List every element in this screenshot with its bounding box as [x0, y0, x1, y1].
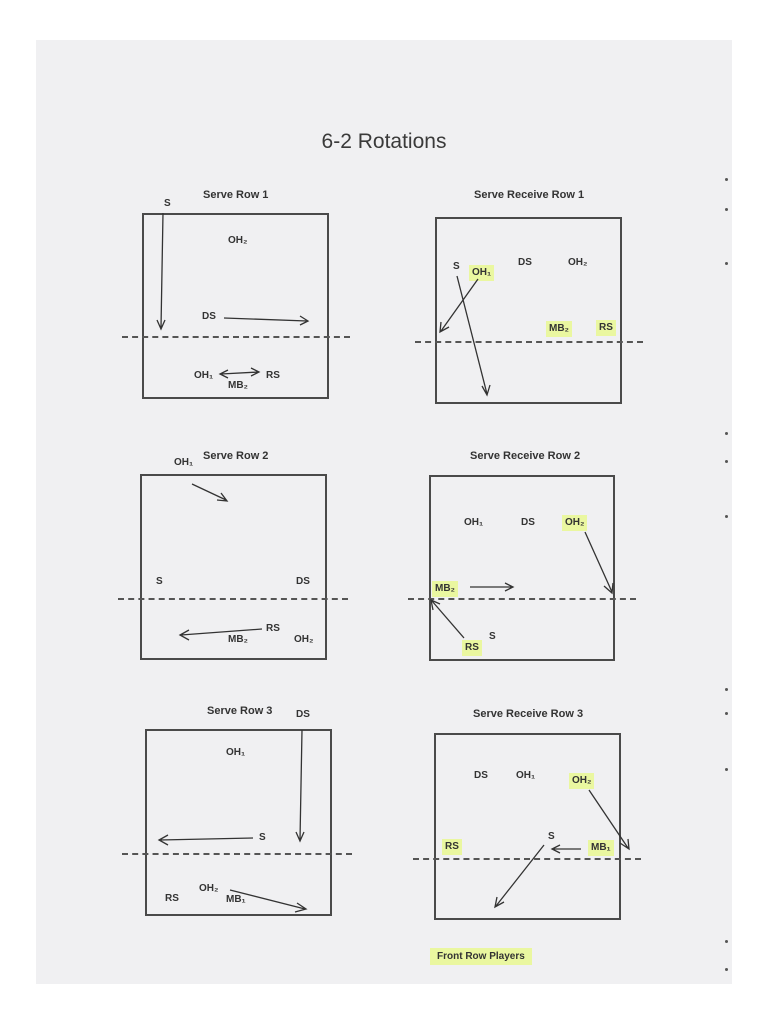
player-ds: DS	[296, 709, 310, 720]
edge-mark	[725, 262, 728, 265]
edge-mark	[725, 712, 728, 715]
player-mb1-front-row: MB₁	[588, 840, 614, 856]
arrow-mb1-left	[552, 845, 581, 853]
player-oh1: OH₁	[226, 747, 246, 758]
edge-mark	[725, 515, 728, 518]
arrow-oh2-to-net	[585, 532, 613, 593]
player-mb2-front-row: MB₂	[432, 581, 458, 597]
diagram-title: Serve Receive Row 2	[470, 450, 581, 462]
arrow-oh2-right	[230, 890, 306, 912]
edge-mark	[725, 178, 728, 181]
arrow-oh1-rs-double	[220, 368, 259, 378]
player-oh2: OH₂	[568, 257, 588, 268]
edge-mark	[725, 432, 728, 435]
diagram-title: Serve Row 1	[203, 189, 269, 201]
arrow-oh1-to-net	[440, 279, 478, 332]
diagram-title: Serve Receive Row 3	[473, 708, 584, 720]
player-rs-front-row: RS	[442, 839, 462, 855]
player-rs: RS	[266, 370, 280, 381]
page-title: 6-2 Rotations	[321, 130, 447, 153]
edge-mark	[725, 940, 728, 943]
player-rs-front-row: RS	[596, 320, 616, 336]
diagram-title: Serve Receive Row 1	[474, 189, 585, 201]
arrow-oh1-in	[192, 484, 227, 501]
player-ds: DS	[518, 257, 532, 268]
arrow-s-back	[457, 276, 490, 395]
arrow-rs-left	[180, 629, 262, 640]
edge-mark	[725, 688, 728, 691]
player-mb2: MB₂	[228, 634, 248, 645]
arrow-s-left	[159, 835, 253, 845]
player-rs-front-row: RS	[462, 640, 482, 656]
player-s: S	[259, 832, 266, 843]
diagram-title: Serve Row 2	[203, 450, 269, 462]
player-oh2-front-row: OH₂	[562, 515, 587, 531]
edge-mark	[725, 208, 728, 211]
arrow-ds-down	[296, 730, 304, 841]
player-ds: DS	[296, 576, 310, 587]
player-mb1: MB₁	[226, 894, 246, 905]
edge-mark	[725, 460, 728, 463]
player-oh1: OH₁	[464, 517, 484, 528]
player-oh1: OH₁	[174, 457, 194, 468]
player-oh2: OH₂	[294, 634, 314, 645]
arrow-s-back	[495, 845, 544, 907]
arrow-oh2-to-net	[589, 790, 629, 849]
player-s: S	[489, 631, 496, 642]
player-s: S	[548, 831, 555, 842]
player-oh2-front-row: OH₂	[569, 773, 594, 789]
diagram-title: Serve Row 3	[207, 705, 273, 717]
player-oh2: OH₂	[228, 235, 248, 246]
arrow-mb2-right	[470, 583, 513, 591]
arrow-ds-right	[224, 316, 308, 325]
edge-mark	[725, 968, 728, 971]
arrow-rs-up	[431, 600, 464, 638]
player-mb2: MB₂	[228, 380, 248, 391]
player-oh1-front-row: OH₁	[469, 265, 494, 281]
player-oh1: OH₁	[516, 770, 536, 781]
player-ds: DS	[474, 770, 488, 781]
player-s: S	[164, 198, 171, 209]
player-oh2: OH₂	[199, 883, 219, 894]
player-rs: RS	[266, 623, 280, 634]
player-ds: DS	[202, 311, 216, 322]
edge-mark	[725, 768, 728, 771]
arrow-s-down	[157, 213, 165, 329]
player-rs: RS	[165, 893, 179, 904]
player-ds: DS	[521, 517, 535, 528]
player-oh1: OH₁	[194, 370, 214, 381]
player-mb2-front-row: MB₂	[546, 321, 572, 337]
player-s: S	[156, 576, 163, 587]
legend-front-row-players: Front Row Players	[430, 948, 532, 965]
player-s: S	[453, 261, 460, 272]
